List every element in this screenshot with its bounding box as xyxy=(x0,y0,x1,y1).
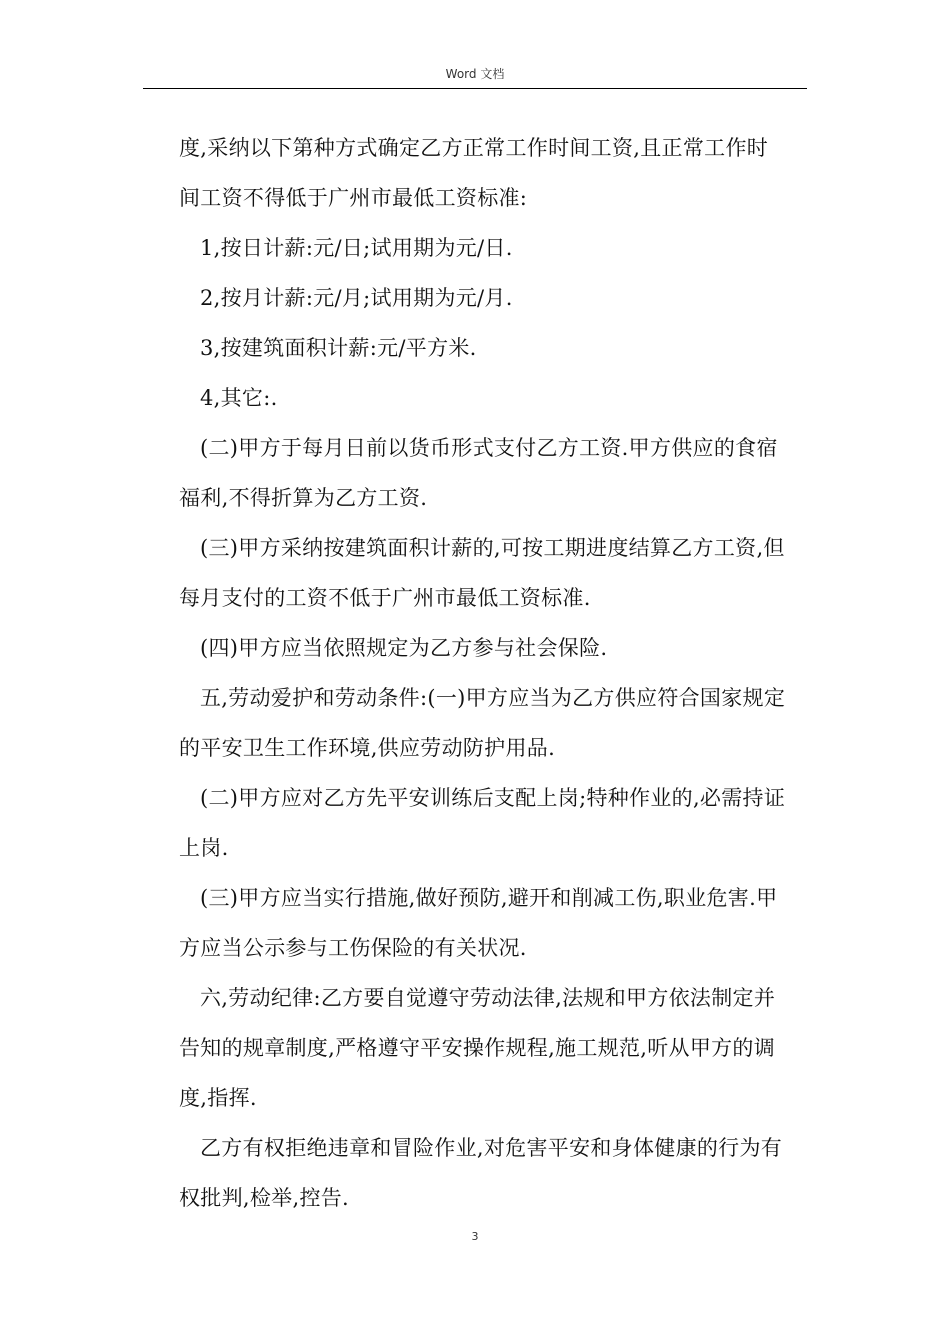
text-line: 方应当公示参与工伤保险的有关状况. xyxy=(179,936,527,960)
text-line: 上岗. xyxy=(179,836,229,860)
text-line: (二)甲方应对乙方先平安训练后支配上岗;特种作业的,必需持证 xyxy=(200,786,786,810)
text-line: 1,按日计薪:元/日;试用期为元/日. xyxy=(200,236,513,260)
text-line: 度,指挥. xyxy=(179,1086,257,1110)
text-line: 3,按建筑面积计薪:元/平方米. xyxy=(200,336,477,360)
text-line: 福利,不得折算为乙方工资. xyxy=(179,486,428,510)
document-body xyxy=(179,123,806,1223)
text-line: 的平安卫生工作环境,供应劳动防护用品. xyxy=(179,736,556,760)
page-header: Word 文档 xyxy=(445,67,505,81)
text-line: 告知的规章制度,严格遵守平安操作规程,施工规范,听从甲方的调 xyxy=(179,1036,776,1060)
header-divider xyxy=(143,88,807,89)
text-line: (四)甲方应当依照规定为乙方参与社会保险. xyxy=(200,636,608,660)
page-number: 3 xyxy=(471,1230,479,1243)
text-line: 2,按月计薪:元/月;试用期为元/月. xyxy=(200,286,513,310)
text-line: 乙方有权拒绝违章和冒险作业,对危害平安和身体健康的行为有 xyxy=(200,1136,783,1160)
text-line: 度,采纳以下第种方式确定乙方正常工作时间工资,且正常工作时 xyxy=(179,136,769,160)
text-line: 五,劳动爱护和劳动条件:(一)甲方应当为乙方供应符合国家规定 xyxy=(200,686,786,710)
text-line: (三)甲方应当实行措施,做好预防,避开和削减工伤,职业危害.甲 xyxy=(200,886,778,910)
text-line: (二)甲方于每月日前以货币形式支付乙方工资.甲方供应的食宿 xyxy=(200,436,778,460)
text-line: 4,其它:. xyxy=(200,386,278,410)
text-line: 六,劳动纪律:乙方要自觉遵守劳动法律,法规和甲方依法制定并 xyxy=(200,986,776,1010)
text-line: 权批判,检举,控告. xyxy=(179,1186,350,1210)
text-line: (三)甲方采纳按建筑面积计薪的,可按工期进度结算乙方工资,但 xyxy=(200,536,785,560)
text-line: 间工资不得低于广州市最低工资标准: xyxy=(179,186,528,210)
text-line: 每月支付的工资不低于广州市最低工资标准. xyxy=(179,586,591,610)
